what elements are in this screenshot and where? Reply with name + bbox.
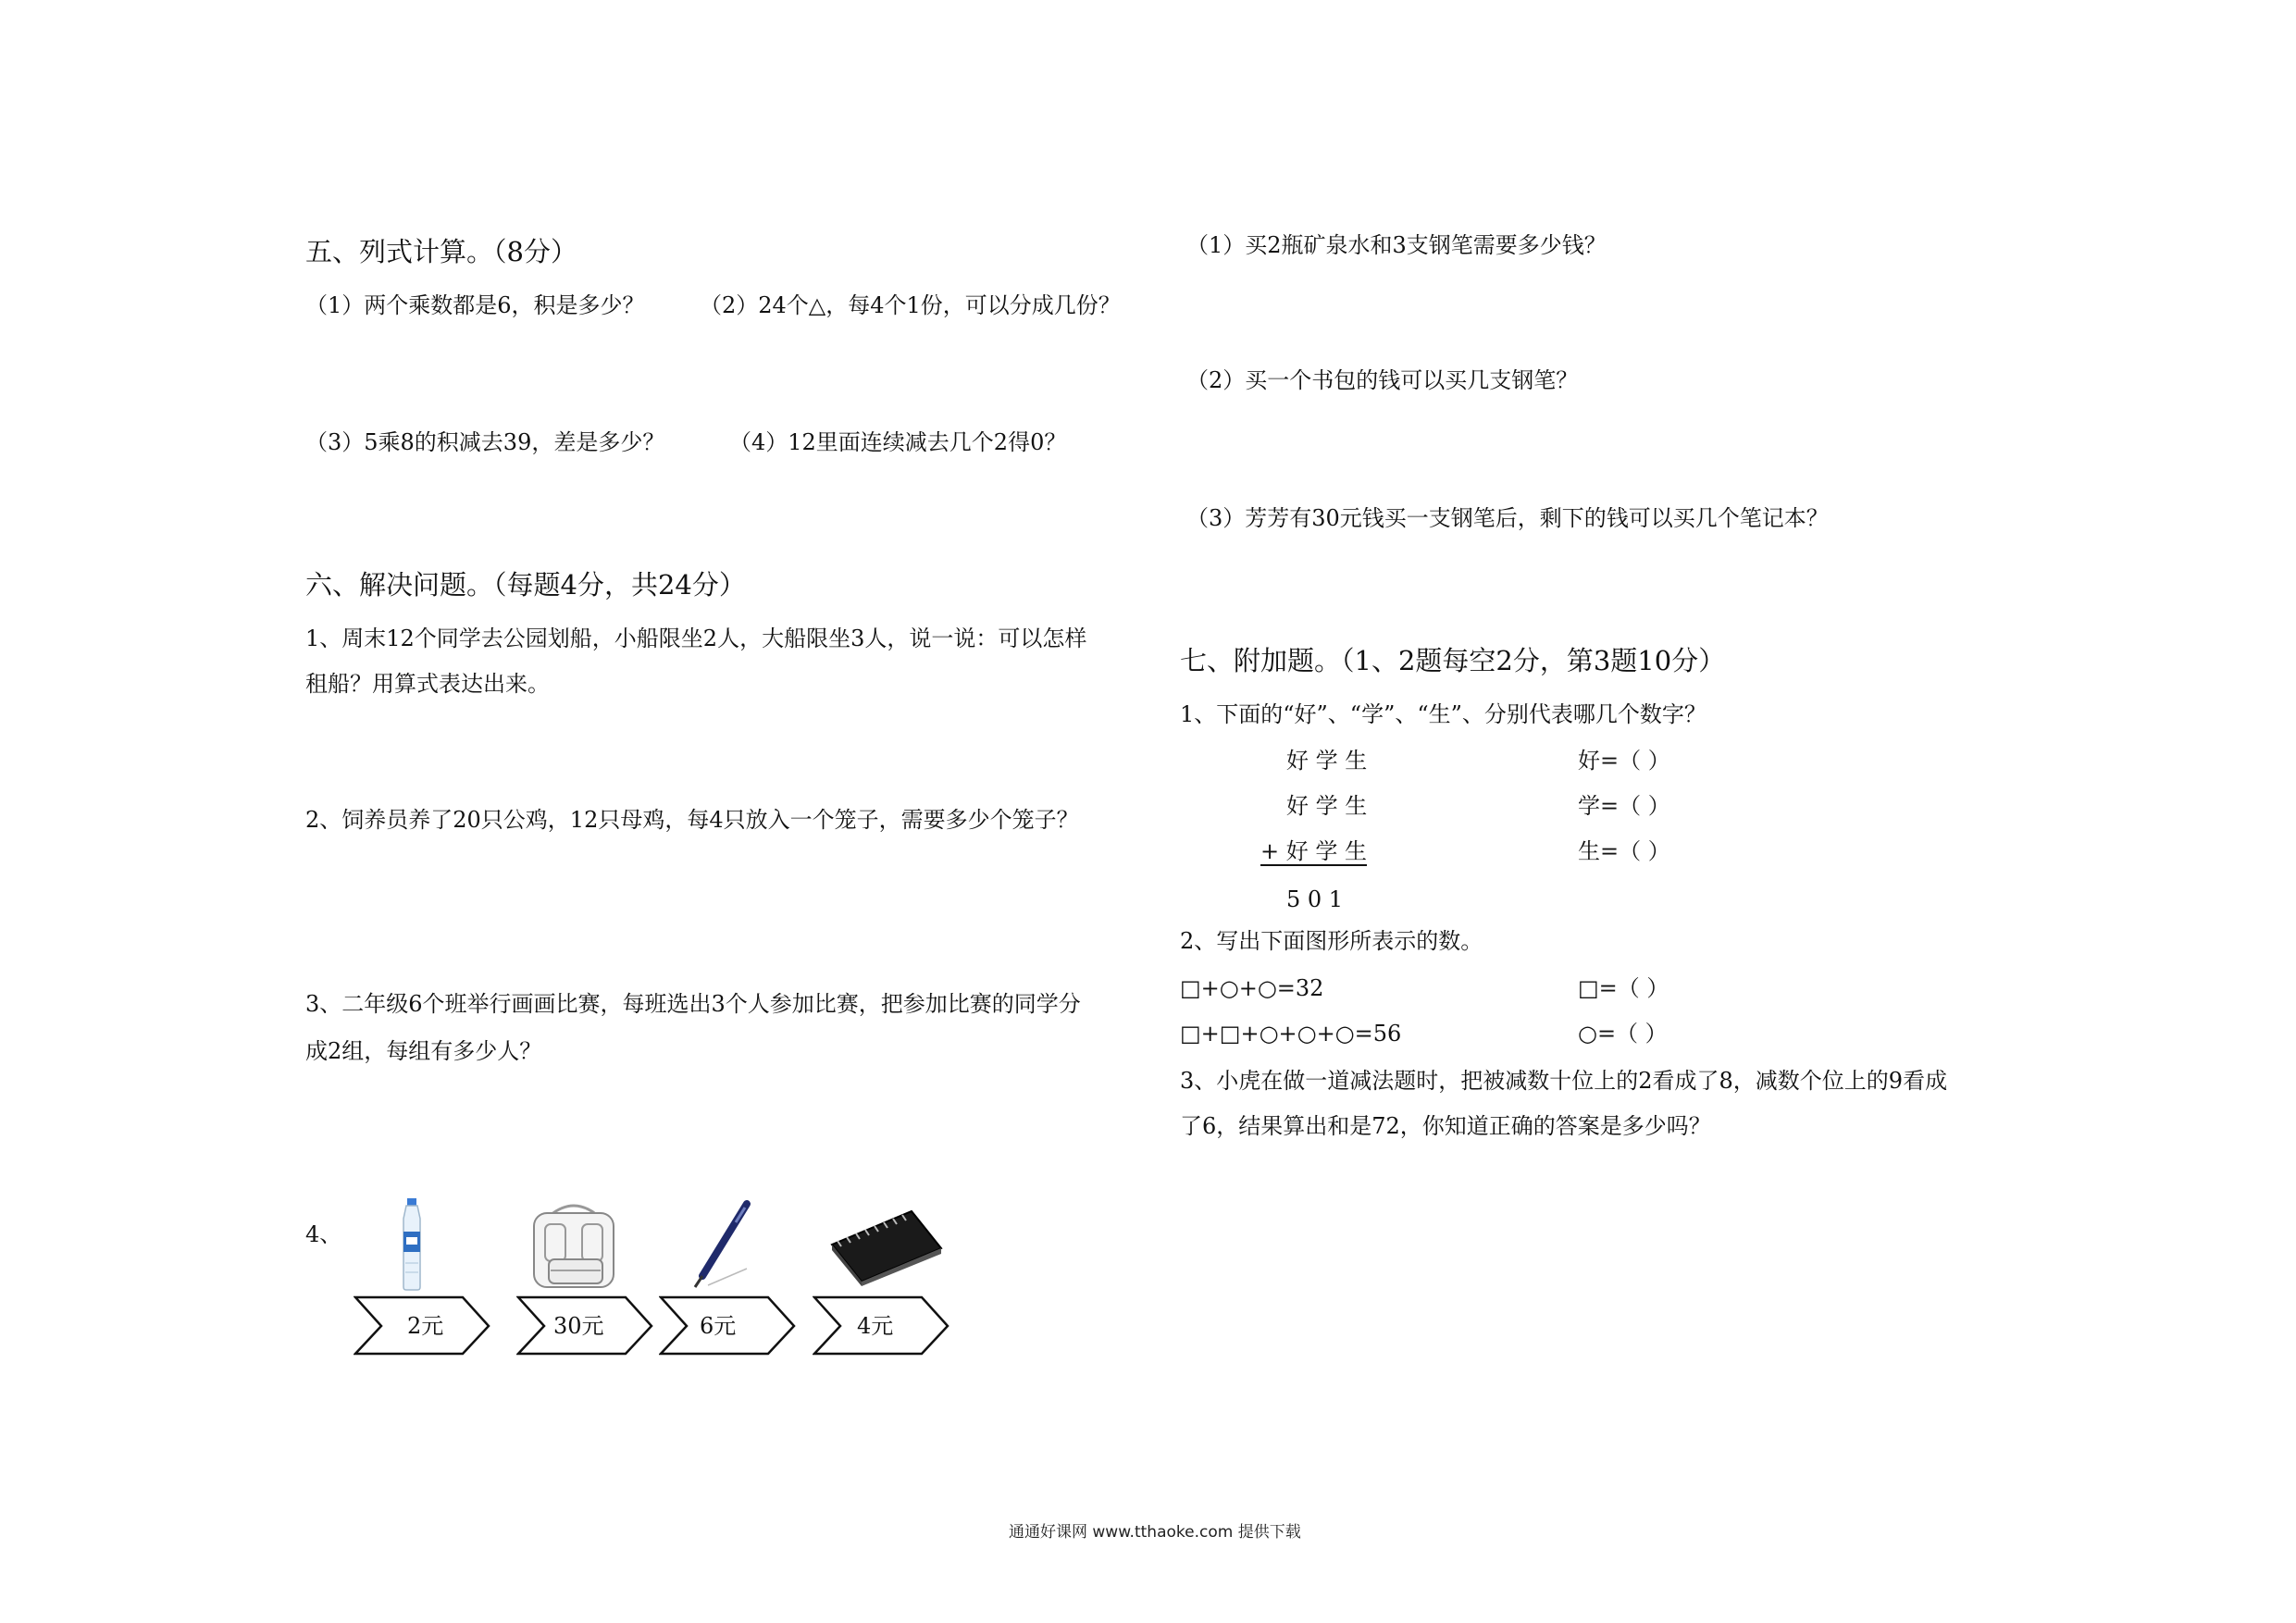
answer-xue: 学=（ ） <box>1578 793 1670 819</box>
answer-sheng: 生=（ ） <box>1578 838 1670 864</box>
section7-p3-line2: 了6，结果算出和是72，你知道正确的答案是多少吗？ <box>1180 1113 1711 1139</box>
section6-p3-line2: 成2组，每组有多少人？ <box>305 1038 542 1064</box>
price-backpack: 30元 <box>553 1313 604 1339</box>
section6-p2: 2、饲养员养了20只公鸡，12只母鸡，每4只放入一个笼子，需要多少个笼子？ <box>305 807 1079 833</box>
section5-q4: （4）12里面连续减去几个2得0？ <box>729 429 1067 455</box>
price-pen: 6元 <box>700 1313 737 1339</box>
section6-title: 六、解决问题。（每题4分，共24分） <box>305 569 746 601</box>
section5-q2: （2）24个△，每4个1份，可以分成几份？ <box>700 292 1121 318</box>
answer-hao: 好=（ ） <box>1578 748 1670 774</box>
section5-title: 五、列式计算。（8分） <box>305 236 577 267</box>
answer-square: □=（ ） <box>1578 975 1669 1001</box>
backpack-icon <box>523 1196 625 1294</box>
notebook-icon <box>819 1208 944 1286</box>
equation-1: □+○+○=32 <box>1180 975 1324 1001</box>
section7-title: 七、附加题。（1、2题每空2分，第3题10分） <box>1180 645 1726 676</box>
right-q2: （2）买一个书包的钱可以买几支钢笔？ <box>1186 367 1579 393</box>
section6-p1-line1: 1、周末12个同学去公园划船，小船限坐2人，大船限坐3人，说一说：可以怎样 <box>305 626 1087 651</box>
price-water: 2元 <box>407 1313 444 1339</box>
section6-p4-label: 4、 <box>305 1221 342 1247</box>
section5-q1: （1）两个乘数都是6，积是多少？ <box>305 292 645 318</box>
equation-2: □+□+○+○+○=56 <box>1180 1021 1402 1047</box>
section7-p2: 2、写出下面图形所表示的数。 <box>1180 928 1483 954</box>
section6-p3-line1: 3、二年级6个班举行画画比赛，每班选出3个人参加比赛，把参加比赛的同学分 <box>305 991 1081 1017</box>
section5-q3: （3）5乘8的积减去39，差是多少？ <box>305 429 665 455</box>
puzzle-row1: 好 学 生 <box>1286 748 1368 774</box>
price-notebook: 4元 <box>857 1313 894 1339</box>
puzzle-sum: 5 0 1 <box>1286 886 1344 912</box>
water-bottle-icon <box>398 1198 426 1291</box>
puzzle-row2: 好 学 生 <box>1286 793 1368 819</box>
right-q3: （3）芳芳有30元钱买一支钢笔后，剩下的钱可以买几个笔记本？ <box>1186 505 1829 531</box>
section7-p3-line1: 3、小虎在做一道减法题时，把被减数十位上的2看成了8，减数个位上的9看成 <box>1180 1068 1948 1094</box>
section6-p1-line2: 租船？用算式表达出来。 <box>305 671 550 697</box>
footer-credit: 通通好课网 www.tthaoke.com 提供下载 <box>1009 1523 1301 1542</box>
pen-icon <box>689 1198 759 1291</box>
section7-p1: 1、下面的“好”、“学”、“生”、分别代表哪几个数字？ <box>1180 701 1706 727</box>
right-q1: （1）买2瓶矿泉水和3支钢笔需要多少钱？ <box>1186 232 1607 258</box>
answer-circle: ○=（ ） <box>1578 1021 1668 1047</box>
puzzle-row3: + 好 学 生 <box>1260 838 1367 864</box>
